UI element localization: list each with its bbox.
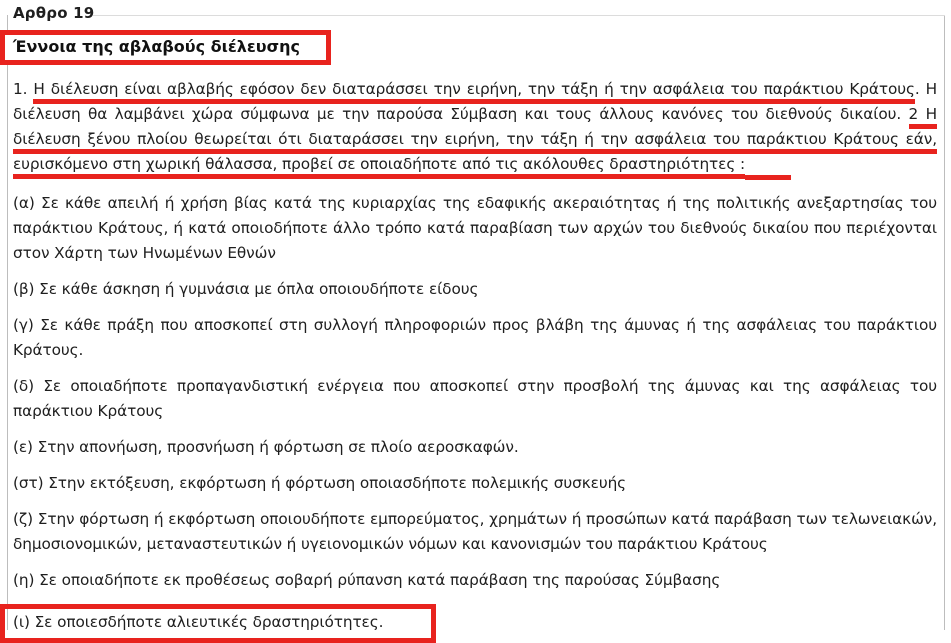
list-item-text: Σε κάθε απειλή ή χρήση βίας κατά της κυριαρχίας της εδαφικής ακεραιότητας ή της πολιτικής ανεξαρτησίας του παράκτιου Κράτους, ή κατά οποιοδήποτε άλλο τρόπο κατά παραβίαση των αρχών του διεθνούς δικαίου που περιέχονται στον Χάρτη των Ηνωμένων Εθνών	[13, 194, 937, 262]
text-passage: 1.	[13, 80, 34, 98]
red-underlined-passage: 2 Η διέλευση ξένου πλοίου θεωρείται ότι διαταράσσει την ειρήνη, την τάξη ή την ασφάλεια του παράκτιου Κράτους εάν, ευρισκόμενο στη χωρική θάλασσα, προβεί σε οποιαδήποτε από τις ακόλουθες δραστηριότητες :	[13, 105, 937, 179]
list-item-text: Σε οποιεσδήποτε αλιευτικές δραστηριότητες.	[34, 613, 384, 631]
red-underline-extension	[745, 169, 791, 180]
list-item-marker: (β)	[13, 280, 35, 298]
provisions-list	[13, 191, 937, 643]
list-item-marker: (ι)	[13, 613, 30, 631]
list-item-marker: (ζ)	[13, 510, 33, 528]
list-item-marker: (γ)	[13, 316, 34, 334]
list-item-marker: (η)	[13, 571, 35, 589]
text-passage: . Η διέλευση θα λαμβάνει χώρα σύμφωνα με την παρούσα Σύμβαση και τους άλλους κανόνες του διεθνούς δικαίου.	[13, 80, 937, 123]
article-title: Αρθρο 19	[13, 4, 95, 22]
list-item-text: Σε κάθε άσκηση ή γυμνάσια με όπλα οποιουδήποτε είδους	[39, 280, 479, 298]
list-item-marker: (στ)	[13, 474, 44, 492]
list-item-marker: (ε)	[13, 438, 33, 456]
list-item-ε	[13, 435, 937, 460]
list-item-ζ	[13, 507, 937, 557]
red-underlined-passage: Η διέλευση είναι αβλαβής εφόσον δεν διαταράσσει την ειρήνη, την τάξη ή την ασφάλεια του παράκτιου Κράτους	[33, 80, 914, 104]
annotation-box-heading	[0, 30, 331, 65]
list-item-marker: (α)	[13, 194, 35, 212]
list-item-α	[13, 191, 937, 266]
list-item-δ	[13, 374, 937, 424]
list-item-β	[13, 277, 937, 302]
list-item-marker: (δ)	[13, 377, 34, 395]
list-item-στ	[13, 471, 937, 496]
list-item-text: Στην απονήωση, προσνήωση ή φόρτωση σε πλοίο αεροσκαφών.	[37, 438, 519, 456]
list-item-η	[13, 568, 937, 593]
list-item-ι	[13, 604, 937, 643]
article-heading: Έννοια της αβλαβούς διέλευσης	[13, 37, 300, 56]
annotation-box-fishing-item	[0, 604, 436, 643]
paragraph-innocent-passage	[13, 77, 937, 180]
list-item-text: Στην εκτόξευση, εκφόρτωση ή φόρτωση οποιασδήποτε πολεμικής συσκευής	[48, 474, 627, 492]
list-item-text: Στην φόρτωση ή εκφόρτωση οποιουδήποτε εμπορεύματος, χρημάτων ή προσώπων κατά παράβαση των τελωνειακών, δημοσιονομικών, μεταναστευτικών ή υγειονομικών νόμων και κανονισμών του παράκτιου Κράτους	[13, 510, 937, 553]
list-item-text: Σε οποιαδήποτε εκ προθέσεως σοβαρή ρύπανση κατά παράβαση της παρούσας Σύμβασης	[39, 571, 721, 589]
list-item-text: Σε οποιαδήποτε προπαγανδιστική ενέργεια που αποσκοπεί στην προσβολή της άμυνας και της ασφάλειας του παράκτιου Κράτους	[13, 377, 937, 420]
list-item-text: Σε κάθε πράξη που αποσκοπεί στη συλλογή πληροφοριών προς βλάβη της άμυνας ή της ασφάλειας του παράκτιου Κράτους.	[13, 316, 938, 359]
list-item-γ	[13, 313, 937, 363]
